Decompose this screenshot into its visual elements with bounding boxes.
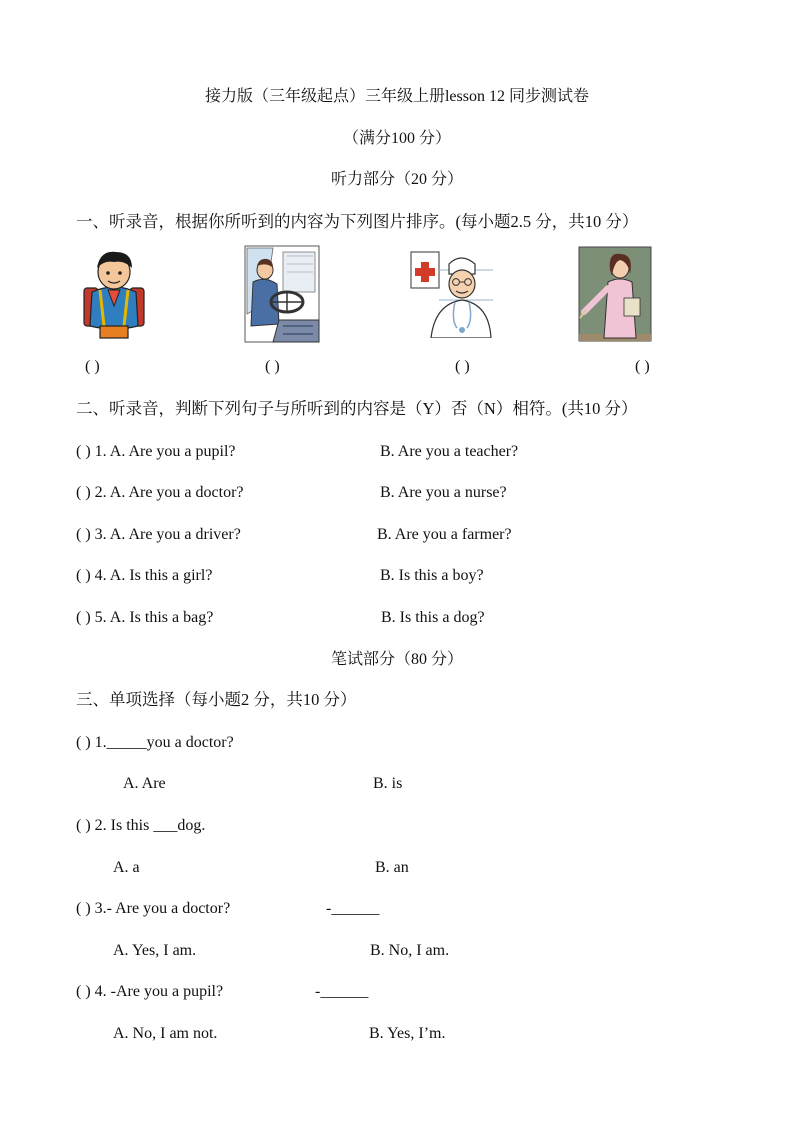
- section3-option-1a: A. Are: [123, 775, 166, 792]
- listening-part-heading: 听力部分（20 分）: [330, 171, 463, 188]
- section3-answer-3: -______: [326, 900, 380, 917]
- section1-blank-3[interactable]: ( ): [455, 358, 470, 375]
- section2-question-1: ( ) 1. A. Are you a pupil?: [76, 443, 236, 460]
- section2-question-5: ( ) 5. A. Is this a bag?: [76, 609, 214, 626]
- section1-blank-2[interactable]: ( ): [265, 358, 280, 375]
- section3-answer-4: -______: [315, 983, 369, 1000]
- full-score: （满分100 分）: [342, 130, 451, 147]
- section3-question-2: ( ) 2. Is this ___dog.: [76, 817, 206, 834]
- section2-question-3: ( ) 3. A. Are you a driver?: [76, 526, 241, 543]
- section2-heading: 二、听录音，判断下列句子与所听到的内容是（Y）否（N）相符。(共10 分）: [76, 399, 638, 418]
- section3-option-2a: A. a: [113, 859, 140, 876]
- section2-option-5b: B. Is this a dog?: [381, 609, 485, 626]
- section2-option-2b: B. Are you a nurse?: [380, 484, 507, 501]
- section2-option-4b: B. Is this a boy?: [380, 567, 484, 584]
- section3-option-2b: B. an: [375, 859, 409, 876]
- section3-option-4b: B. Yes, I’m.: [369, 1025, 446, 1042]
- section3-question-4: ( ) 4. -Are you a pupil?: [76, 983, 224, 1000]
- doctor-picture: [409, 250, 493, 338]
- section2-question-2: ( ) 2. A. Are you a doctor?: [76, 484, 244, 501]
- page-title: 接力版（三年级起点）三年级上册lesson 12 同步测试卷: [204, 88, 589, 105]
- section1-blank-4[interactable]: ( ): [635, 358, 650, 375]
- section2-question-4: ( ) 4. A. Is this a girl?: [76, 567, 213, 584]
- section2-option-3b: B. Are you a farmer?: [377, 526, 512, 543]
- writing-part-heading: 笔试部分（80 分）: [330, 651, 463, 668]
- section3-option-4a: A. No, I am not.: [113, 1025, 218, 1042]
- teacher-picture: [578, 246, 652, 342]
- section3-heading: 三、单项选择（每小题2 分，共10 分）: [76, 690, 357, 709]
- section2-option-1b: B. Are you a teacher?: [380, 443, 519, 460]
- section3-question-1: ( ) 1._____you a doctor?: [76, 734, 234, 751]
- boy-with-backpack-picture: [78, 246, 150, 342]
- section1-blank-1[interactable]: ( ): [85, 358, 100, 375]
- section3-option-1b: B. is: [373, 775, 403, 792]
- section3-option-3a: A. Yes, I am.: [113, 942, 197, 959]
- section3-option-3b: B. No, I am.: [370, 942, 450, 959]
- section1-heading: 一、听录音，根据你所听到的内容为下列图片排序。(每小题2.5 分，共10 分）: [76, 212, 639, 231]
- driver-picture: [243, 244, 321, 344]
- section3-question-3: ( ) 3.- Are you a doctor?: [76, 900, 231, 917]
